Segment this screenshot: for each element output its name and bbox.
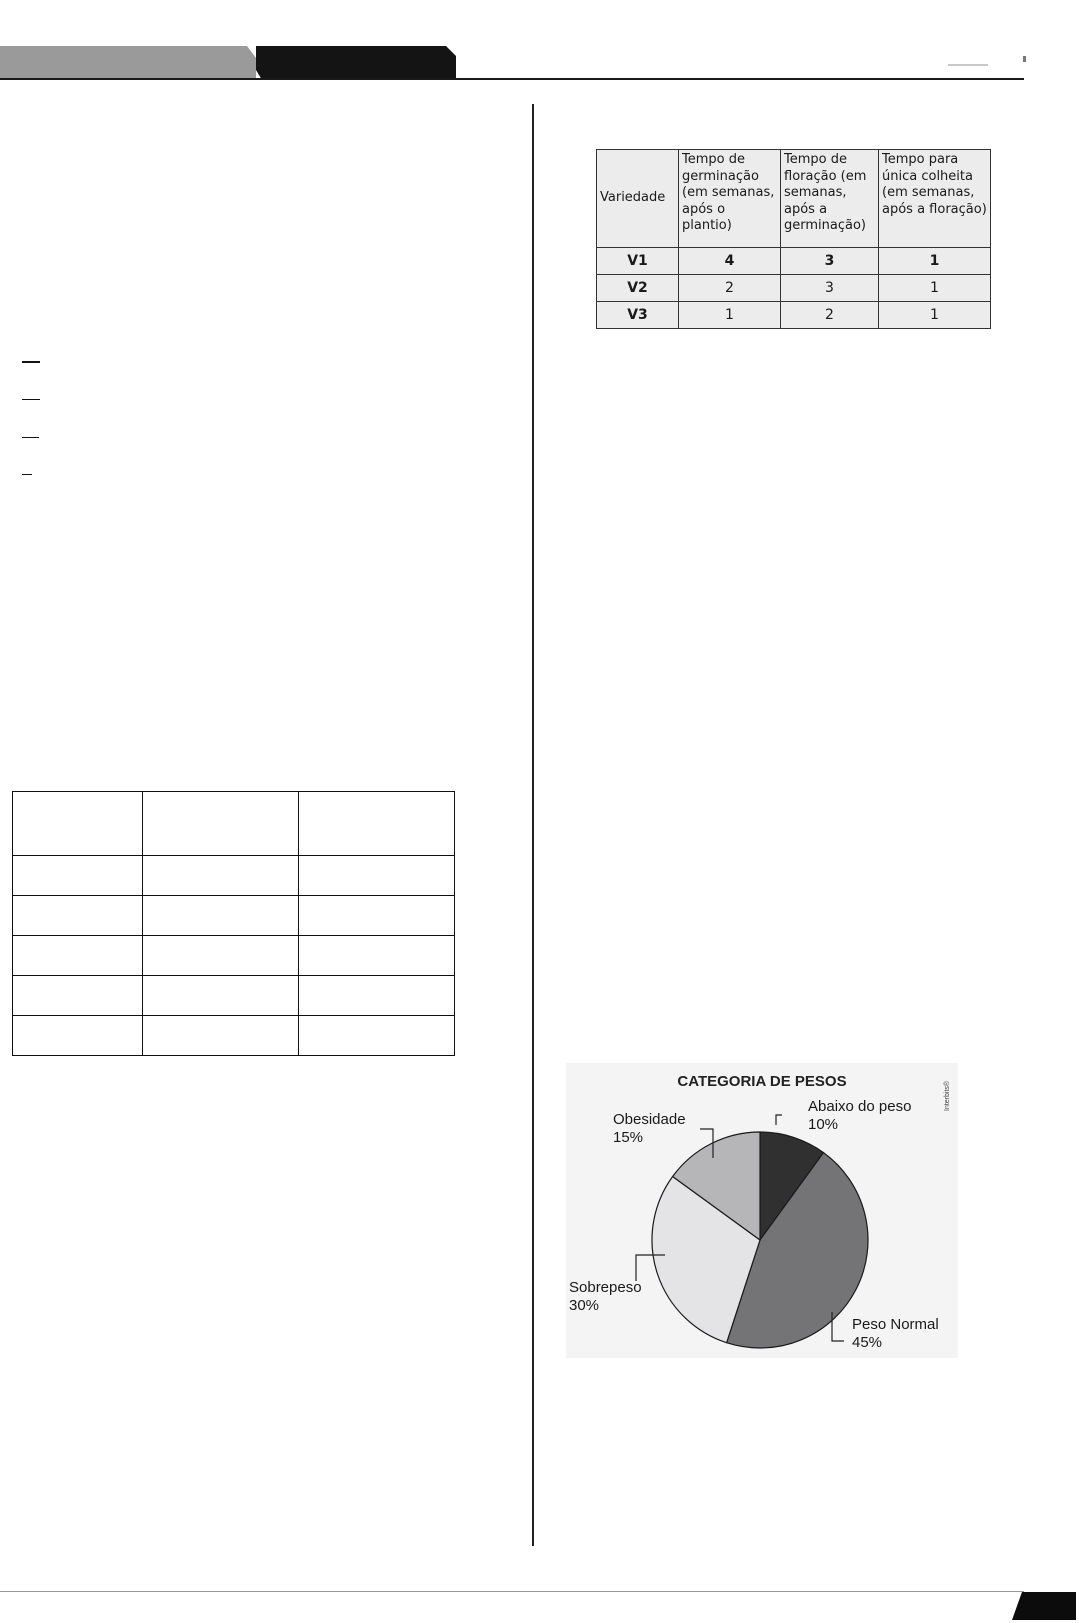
header-rule <box>0 78 1024 80</box>
header-floracao: Tempo de floração (em semanas, após a germinação) <box>781 150 879 248</box>
header-tab-gray <box>0 46 256 80</box>
table-row <box>13 936 455 976</box>
slice-label: Obesidade <box>613 1111 686 1128</box>
footer-page-tab <box>1012 1592 1076 1620</box>
table-cell <box>143 976 299 1016</box>
answer-dash <box>22 399 40 400</box>
table-cell: 1 <box>879 275 991 302</box>
footer-rule <box>0 1591 1024 1592</box>
table-cell <box>299 936 455 976</box>
header-tick <box>1023 56 1026 62</box>
table-row <box>13 856 455 896</box>
table-cell: 1 <box>879 248 991 275</box>
table-cell <box>143 896 299 936</box>
slice-value-label: 30% <box>569 1297 600 1314</box>
table-cell <box>143 1016 299 1056</box>
table-cell-variety: V3 <box>597 302 679 329</box>
column-divider <box>532 104 534 1546</box>
table-cell <box>13 976 143 1016</box>
table-cell-variety: V2 <box>597 275 679 302</box>
table-cell <box>13 792 143 856</box>
slice-value-label: 45% <box>852 1334 883 1351</box>
table-row <box>597 248 991 275</box>
header-germinacao: Tempo de germinação (em semanas, após o plantio) <box>679 150 781 248</box>
slice-label: Abaixo do peso <box>808 1098 912 1115</box>
chart-title: CATEGORIA DE PESOS <box>677 1073 847 1090</box>
table-cell: 1 <box>879 302 991 329</box>
table-cell <box>143 792 299 856</box>
table-cell <box>13 896 143 936</box>
table-cell <box>299 1016 455 1056</box>
table-cell <box>299 856 455 896</box>
variety-table <box>596 149 991 329</box>
table-cell <box>299 896 455 936</box>
table-cell <box>299 976 455 1016</box>
table-cell <box>13 856 143 896</box>
table-cell <box>143 856 299 896</box>
table-cell: 3 <box>781 275 879 302</box>
table-cell <box>13 936 143 976</box>
empty-table <box>12 791 455 1056</box>
slice-label: Sobrepeso <box>569 1279 642 1296</box>
table-cell: 2 <box>679 275 781 302</box>
table-cell <box>299 792 455 856</box>
slice-label: Peso Normal <box>852 1316 939 1333</box>
table-row <box>13 1016 455 1056</box>
pie-chart <box>566 1063 958 1358</box>
leader-line <box>776 1115 782 1125</box>
slice-value-label: 10% <box>808 1116 839 1133</box>
header-variedade: Variedade <box>597 150 679 248</box>
table-row <box>13 792 455 856</box>
table-row <box>597 302 991 329</box>
table-header-row <box>597 150 991 248</box>
table-cell: 1 <box>679 302 781 329</box>
answer-dash <box>22 437 39 438</box>
table-row <box>13 896 455 936</box>
table-cell <box>143 936 299 976</box>
table-cell: 2 <box>781 302 879 329</box>
table-cell: 4 <box>679 248 781 275</box>
slice-value-label: 15% <box>613 1129 644 1146</box>
header-colheita: Tempo para única colheita (em semanas, após a floração) <box>879 150 991 248</box>
table-cell: 3 <box>781 248 879 275</box>
table-row <box>597 275 991 302</box>
header-mark <box>948 64 988 66</box>
table-cell-variety: V1 <box>597 248 679 275</box>
chart-credit: Interbits® <box>944 1080 951 1111</box>
pie-chart-svg <box>566 1063 958 1358</box>
answer-dash <box>22 361 40 363</box>
answer-dash <box>22 474 32 475</box>
header-tab-dark <box>256 46 456 80</box>
table-row <box>13 976 455 1016</box>
table-cell <box>13 1016 143 1056</box>
